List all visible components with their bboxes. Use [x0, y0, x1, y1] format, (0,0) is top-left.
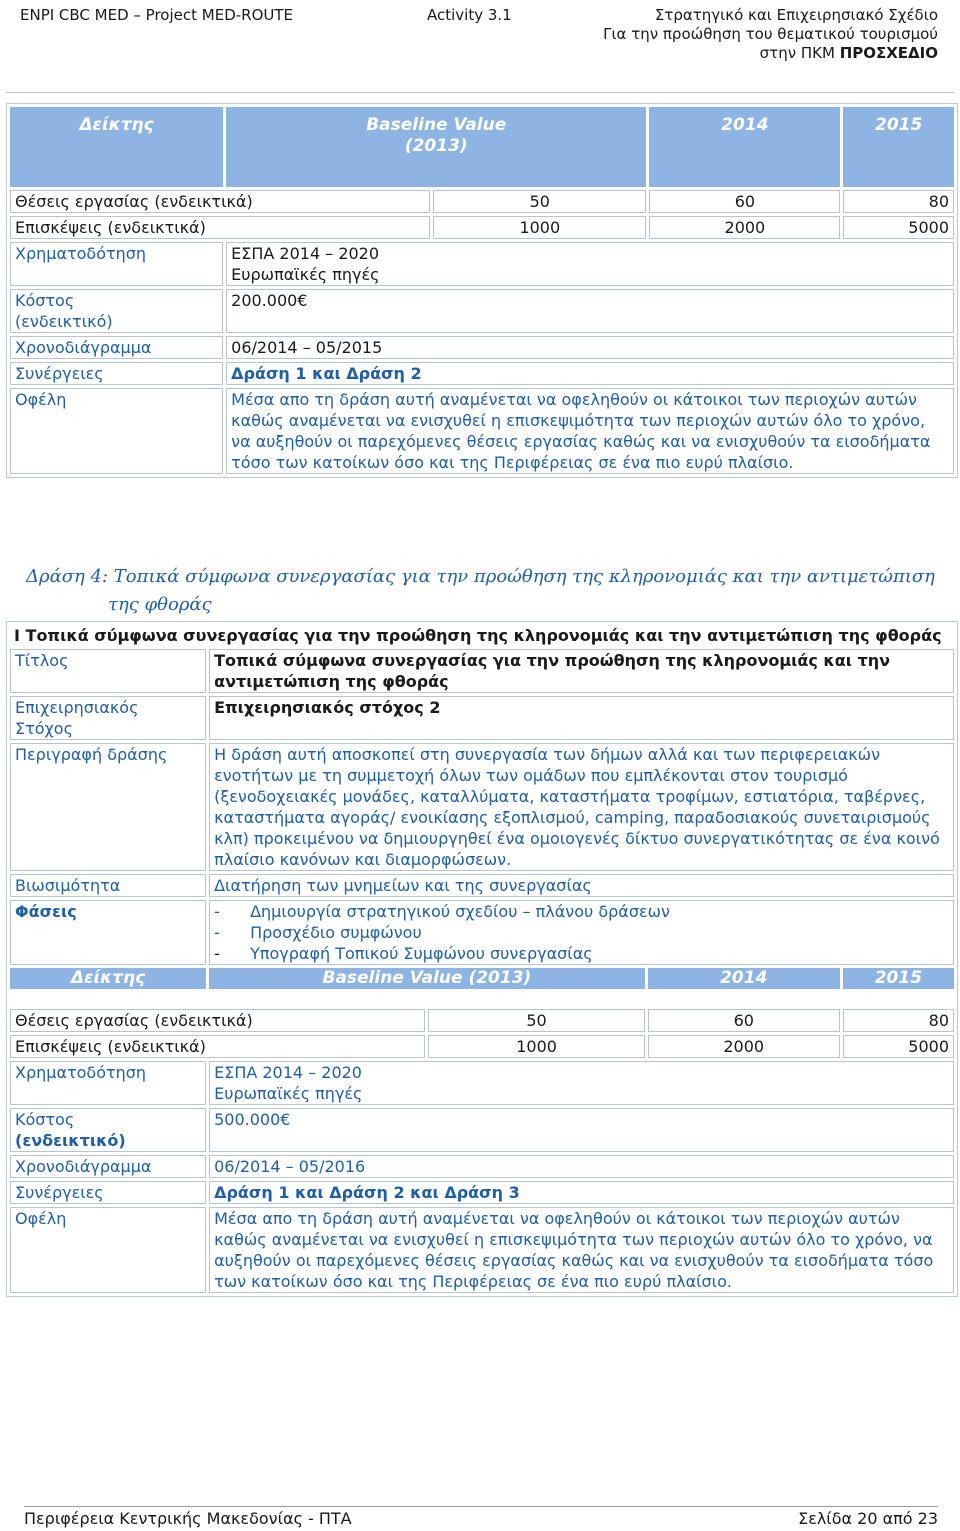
phases-label: Φάσεις	[10, 900, 206, 965]
benefits-value: Μέσα απο τη δράση αυτή αναμένεται να οφεληθούν οι κάτοικοι των περιοχών αυτών καθώς αναμένεται να ενισχυθεί η επισκεψιμότητα των περιοχών αυτών όλο το χρόνο, να αυξηθούν οι παρεχόμενες θέσεις εργασίας καθώς και να ενισχυθούν τα εισοδήματα τόσο των κατοίκων όσο και της Περιφέρειας σε ένα πιο ευρύ πλαίσιο.	[209, 1207, 954, 1293]
sustainability-label: Βιωσιμότητα	[10, 874, 206, 897]
funding-line2: Ευρωπαϊκές πηγές	[231, 265, 380, 284]
indicator-2015: 80	[843, 1009, 954, 1032]
indicator-2014: 60	[648, 1009, 840, 1032]
title-label: Τίτλος	[10, 649, 206, 693]
phase-text: Δημιουργία στρατηγικού σχεδίου – πλάνου δράσεων	[250, 902, 670, 921]
funding-label: Χρηματοδότηση	[10, 1061, 206, 1105]
cost-value: 500.000€	[209, 1108, 954, 1152]
cost-value: 200.000€	[226, 289, 954, 333]
indicator-table-1	[6, 103, 958, 478]
action-heading-row	[10, 625, 954, 646]
funding-label: Χρηματοδότηση	[10, 242, 223, 286]
cost-row	[10, 1108, 954, 1152]
phase-text: Προσχέδιο συμφώνου	[250, 923, 422, 942]
funding-line1: ΕΣΠΑ 2014 – 2020	[214, 1063, 362, 1082]
table2-header-indicator: Δείκτης	[10, 968, 206, 989]
header-title	[603, 6, 938, 63]
synergies-row	[10, 362, 954, 385]
page-footer	[24, 1506, 938, 1528]
header-project: ENPI CBC MED – Project MED-ROUTE	[20, 6, 294, 24]
funding-value	[209, 1061, 954, 1105]
list-item: - Υπογραφή Τοπικού Συμφώνου συνεργασίας	[214, 944, 593, 963]
cost-label-2: (ενδεικτικό)	[15, 312, 113, 331]
table-row	[10, 190, 954, 213]
schedule-label: Χρονοδιάγραμμα	[10, 336, 223, 359]
synergies-label: Συνέργειες	[10, 1181, 206, 1204]
sustainability-value: Διατήρηση των μνημείων και της συνεργασίας	[209, 874, 954, 897]
schedule-row	[10, 336, 954, 359]
description-row	[10, 743, 954, 871]
description-value: Η δράση αυτή αποσκοπεί στη συνεργασία των δήμων αλλά και των περιφερειακών ενοτήτων με τη συμμετοχή όλων των ομάδων που εμπλέκονται στον τουρισμό (ξενοδοχειακές μονάδες, καταλλύματα, καταστήματα τροφίμων, εστιατόρια, ταβέρνες, καταστήματα αγοράς/ ενοικίασης εξοπλισμού, camping, παραδοσιακούς συνεταιρισμούς κλπ) προκειμένου να δημιουργηθεί ένα ομοιογενές δίκτυο συνεργατικότητας σε ένα κοινό πλαίσιο κανόνων και διαμορφώσεων.	[209, 743, 954, 871]
benefits-label: Οφέλη	[10, 388, 223, 474]
page-number: Σελίδα 20 από 23	[798, 1509, 938, 1528]
goal-label-1: Επιχειρησιακός	[15, 698, 139, 717]
table-row	[10, 216, 954, 239]
table1-header-baseline: Baseline Value (2013)	[226, 107, 646, 187]
table-row	[10, 1009, 954, 1032]
indicator-2014: 2000	[648, 1035, 840, 1058]
table1-header-2014: 2014	[649, 107, 840, 187]
indicator-baseline: 50	[428, 1009, 644, 1032]
table2-header-2014: 2014	[648, 968, 840, 989]
sustainability-row	[10, 874, 954, 897]
benefits-row	[10, 388, 954, 474]
description-label: Περιγραφή δράσης	[10, 743, 206, 871]
funding-line2: Ευρωπαϊκές πηγές	[214, 1084, 363, 1103]
cost-label-1: Κόστος	[15, 1110, 75, 1129]
action-table	[6, 621, 958, 1297]
cost-label	[10, 1108, 206, 1152]
spacer-row	[10, 992, 954, 1006]
table2-header-2015: 2015	[843, 968, 954, 989]
draft-label: ΠΡΟΣΧΕΔΙΟ	[839, 44, 938, 62]
benefits-label: Οφέλη	[10, 1207, 206, 1293]
cost-row	[10, 289, 954, 333]
indicator-2014: 60	[649, 190, 840, 213]
header-activity: Activity 3.1	[427, 6, 512, 24]
benefits-row	[10, 1207, 954, 1293]
table-row	[10, 1035, 954, 1058]
footer-region: Περιφέρεια Κεντρικής Μακεδονίας - ΠΤΑ	[24, 1509, 352, 1528]
goal-row	[10, 696, 954, 740]
section-title	[26, 563, 946, 619]
synergies-value: Δράση 1 και Δράση 2 και Δράση 3	[209, 1181, 954, 1204]
synergies-label: Συνέργειες	[10, 362, 223, 385]
cost-label	[10, 289, 223, 333]
page-header	[20, 6, 938, 68]
indicator-2015: 80	[843, 190, 954, 213]
cost-label-1: Κόστος	[15, 291, 75, 310]
title-row	[10, 649, 954, 693]
schedule-value: 06/2014 – 05/2015	[226, 336, 954, 359]
phases-list	[209, 900, 954, 965]
benefits-value: Μέσα απο τη δράση αυτή αναμένεται να οφεληθούν οι κάτοικοι των περιοχών αυτών καθώς αναμένεται να ενισχυθεί η επισκεψιμότητα των περιοχών αυτών όλο το χρόνο, να αυξηθούν οι παρεχόμενες θέσεις εργασίας καθώς και να ενισχυθούν τα εισοδήματα τόσο των κατοίκων όσο και της Περιφέρειας σε ένα πιο ευρύ πλαίσιο.	[226, 388, 954, 474]
schedule-row	[10, 1155, 954, 1178]
section-title-line1: Δράση 4: Τοπικά σύμφωνα συνεργασίας για την προώθηση της κληρονομιάς και την αντιμετώπιση	[26, 566, 935, 587]
table1-header-row	[10, 107, 954, 187]
schedule-value: 06/2014 – 05/2016	[209, 1155, 954, 1178]
goal-label	[10, 696, 206, 740]
header-title-line1: Στρατηγικό και Επιχειρησιακό Σχέδιο	[654, 6, 938, 24]
funding-row	[10, 242, 954, 286]
table2-header-baseline: Baseline Value (2013)	[209, 968, 645, 989]
funding-row	[10, 1061, 954, 1105]
schedule-label: Χρονοδιάγραμμα	[10, 1155, 206, 1178]
list-item: - Προσχέδιο συμφώνου	[214, 923, 422, 942]
phase-text: Υπογραφή Τοπικού Συμφώνου συνεργασίας	[250, 944, 593, 963]
header-title-line2: Για την προώθηση του θεματικού τουρισμού	[603, 25, 938, 43]
indicator-baseline: 1000	[428, 1035, 644, 1058]
funding-line1: ΕΣΠΑ 2014 – 2020	[231, 244, 380, 263]
indicator-label: Θέσεις εργασίας (ενδεικτικά)	[10, 1009, 425, 1032]
synergies-row	[10, 1181, 954, 1204]
indicator-label: Θέσεις εργασίας (ενδεικτικά)	[10, 190, 430, 213]
indicator-2014: 2000	[649, 216, 840, 239]
list-item: - Δημιουργία στρατηγικού σχεδίου – πλάνου δράσεων	[214, 902, 670, 921]
indicator-2015: 5000	[843, 216, 954, 239]
table1-header-2015: 2015	[843, 107, 954, 187]
header-title-line3	[603, 44, 938, 63]
indicator-2015: 5000	[843, 1035, 954, 1058]
goal-value: Επιχειρησιακός στόχος 2	[209, 696, 954, 740]
title-value: Τοπικά σύμφωνα συνεργασίας για την προώθηση της κληρονομιάς και την αντιμετώπιση της φθοράς	[209, 649, 954, 693]
phases-row	[10, 900, 954, 965]
table2-header-row	[10, 968, 954, 989]
section-title-line2: της φθοράς	[108, 594, 212, 615]
goal-label-2: Στόχος	[15, 719, 73, 738]
indicator-label: Επισκέψεις (ενδεικτικά)	[10, 216, 430, 239]
header-title-prefix: στην ΠΚΜ	[759, 44, 840, 62]
indicator-label: Επισκέψεις (ενδεικτικά)	[10, 1035, 425, 1058]
table1-header-indicator: Δείκτης	[10, 107, 223, 187]
indicator-baseline: 1000	[433, 216, 646, 239]
action-heading: Ι Τοπικά σύμφωνα συνεργασίας για την προώθηση της κληρονομιάς και την αντιμετώπιση της φθοράς	[14, 626, 942, 645]
cost-label-2: (ενδεικτικό)	[15, 1131, 126, 1150]
synergies-value: Δράση 1 και Δράση 2	[226, 362, 954, 385]
header-rule	[6, 92, 954, 93]
funding-value	[226, 242, 954, 286]
indicator-baseline: 50	[433, 190, 646, 213]
